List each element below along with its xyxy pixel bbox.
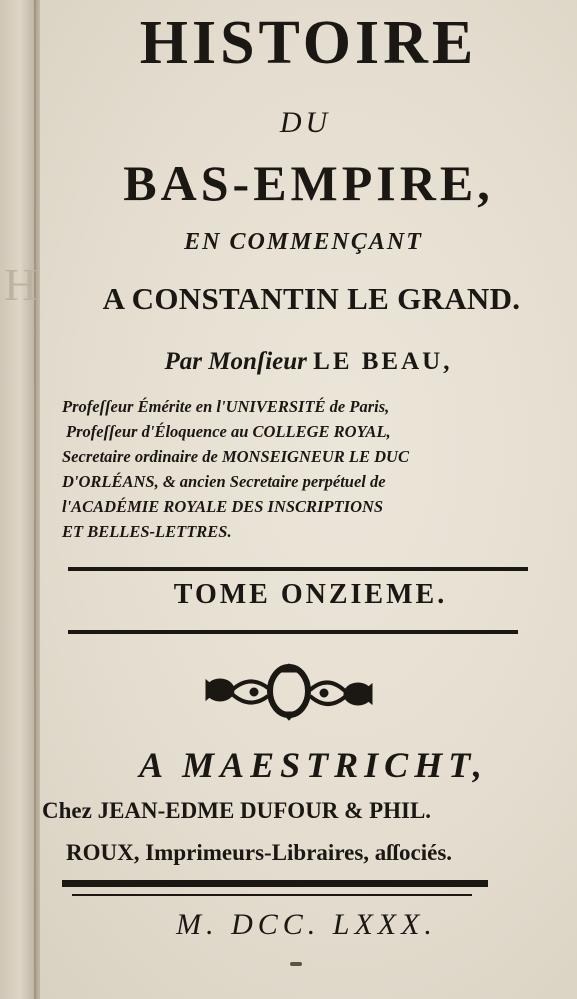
description-text: l'ACADÉMIE ROYALE DES INSCRIPTIONS xyxy=(62,497,384,516)
thin-rule xyxy=(72,894,472,896)
book-title: HISTOIRE xyxy=(139,9,478,77)
author-description-line xyxy=(62,470,536,494)
floral-fleuron-icon xyxy=(202,660,376,726)
book-gutter xyxy=(34,0,40,999)
author-description-line xyxy=(62,445,536,469)
subtitle-constantin: A CONSTANTIN LE GRAND. xyxy=(102,281,521,316)
description-text: ET BELLES-LETTRES. xyxy=(62,522,232,541)
author-description-line xyxy=(62,520,536,544)
publisher-line-1: Chez JEAN-EDME DUFOUR & PHIL. xyxy=(42,798,432,823)
description-text: Secretaire ordinaire de MONSEIGNEUR LE DUC xyxy=(62,447,409,466)
subtitle-commencant: EN COMMENÇANT xyxy=(184,229,423,255)
author-prefix: Par Monſieur xyxy=(164,348,307,375)
description-text: Profeſſeur Émérite en l'UNIVERSITÉ de Paris, xyxy=(62,397,390,416)
imprint-place: A MAESTRICHT, xyxy=(139,745,488,785)
volume-label: TOME ONZIEME. xyxy=(173,579,448,610)
printer-mark xyxy=(290,962,302,966)
author-description-line xyxy=(66,420,536,444)
author-description-line xyxy=(62,495,536,519)
title-connector: DU xyxy=(279,106,332,139)
description-text: Profeſſeur d'Éloquence au COLLEGE ROYAL, xyxy=(66,422,391,441)
author-description-line xyxy=(62,395,536,419)
author-name: LE BEAU, xyxy=(313,348,453,375)
bleed-through-mark: H xyxy=(4,259,38,310)
previous-page-edge xyxy=(0,0,36,999)
book-subtitle: BAS-EMPIRE, xyxy=(123,155,494,211)
publisher-line-2: ROUX, Imprimeurs-Libraires, aſſociés. xyxy=(66,840,453,865)
top-rule xyxy=(68,567,528,571)
thick-rule xyxy=(62,880,488,887)
author-line xyxy=(40,348,577,376)
description-text: D'ORLÉANS, & ancien Secretaire perpétuel de xyxy=(62,472,386,491)
imprint-year: M. DCC. LXXX. xyxy=(176,908,437,941)
bottom-rule xyxy=(68,630,518,634)
